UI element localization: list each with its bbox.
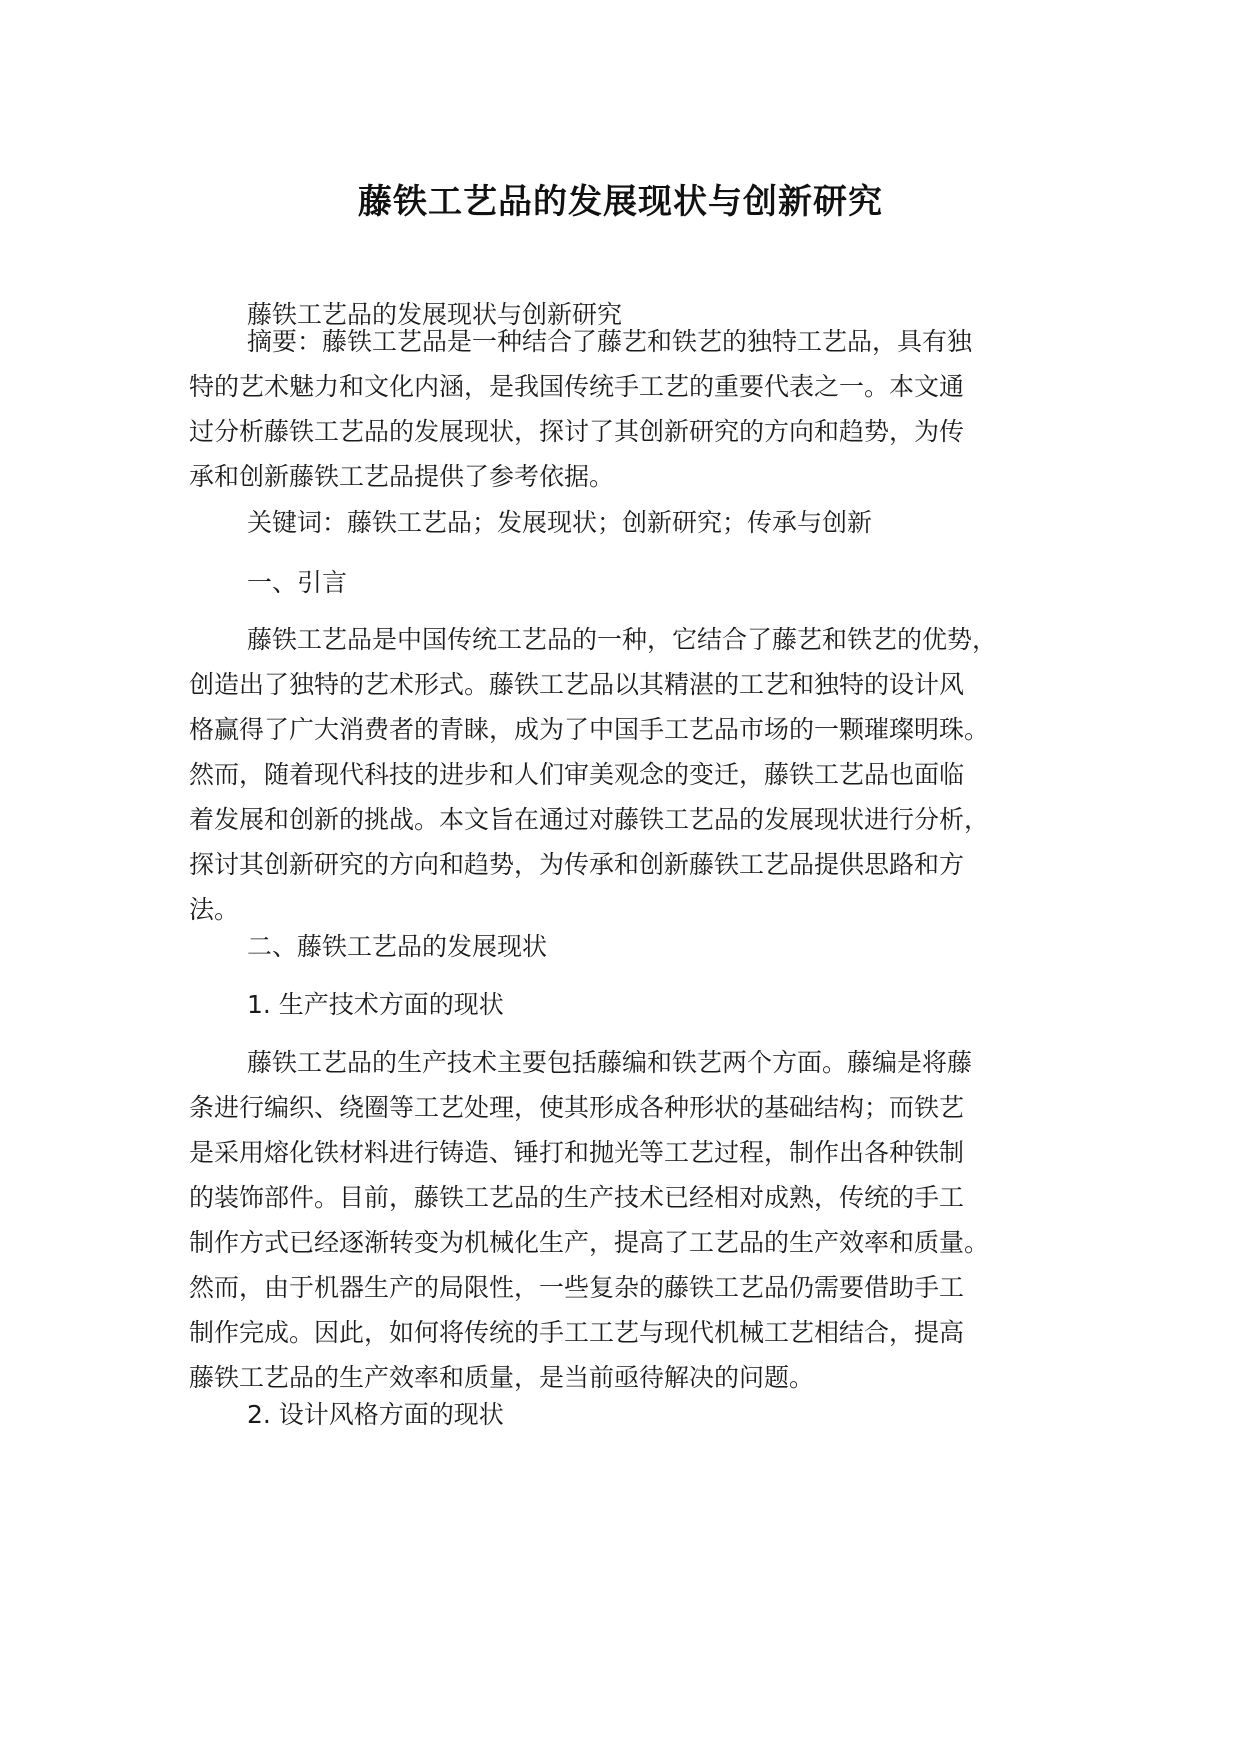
abstract-line: 过分析藤铁工艺品的发展现状，探讨了其创新研究的方向和趋势，为传 [189, 417, 965, 446]
intro-line: 格赢得了广大消费者的青睐，成为了中国手工艺品市场的一颗璀璨明珠。 [189, 715, 990, 744]
section-heading-introduction [189, 560, 1089, 605]
subsection-heading-production [189, 982, 1089, 1027]
intro-line: 探讨其创新研究的方向和趋势，为传承和创新藤铁工艺品提供思路和方 [189, 850, 965, 879]
subsection-heading-text: 1. 生产技术方面的现状 [247, 990, 504, 1019]
production-line: 藤铁工艺品的生产技术主要包括藤编和铁艺两个方面。藤编是将藤 [247, 1048, 973, 1077]
abstract-line: 摘要：藤铁工艺品是一种结合了藤艺和铁艺的独特工艺品，具有独 [247, 327, 973, 356]
production-line: 制作方式已经逐渐转变为机械化生产，提高了工艺品的生产效率和质量。 [189, 1228, 990, 1257]
intro-line: 藤铁工艺品是中国传统工艺品的一种，它结合了藤艺和铁艺的优势， [247, 625, 998, 654]
section-heading-text: 二、藤铁工艺品的发展现状 [247, 932, 548, 961]
intro-line: 创造出了独特的艺术形式。藤铁工艺品以其精湛的工艺和独特的设计风 [189, 670, 965, 699]
production-paragraph [189, 1040, 1089, 1400]
production-line: 然而，由于机器生产的局限性，一些复杂的藤铁工艺品仍需要借助手工 [189, 1273, 965, 1302]
abstract-line: 特的艺术魅力和文化内涵，是我国传统手工艺的重要代表之一。本文通 [189, 372, 965, 401]
introduction-paragraph [189, 617, 1089, 932]
section-heading-text: 一、引言 [247, 568, 348, 597]
intro-line: 然而，随着现代科技的进步和人们审美观念的变迁，藤铁工艺品也面临 [189, 760, 965, 789]
subtitle-text: 藤铁工艺品的发展现状与创新研究 [247, 300, 623, 329]
production-line: 是采用熔化铁材料进行铸造、锤打和抛光等工艺过程，制作出各种铁制 [189, 1138, 965, 1167]
production-line: 的装饰部件。目前，藤铁工艺品的生产技术已经相对成熟，传统的手工 [189, 1183, 965, 1212]
abstract-paragraph [189, 319, 1089, 499]
keywords-paragraph [189, 500, 1089, 545]
production-line: 制作完成。因此，如何将传统的手工工艺与现代机械工艺相结合，提高 [189, 1318, 965, 1347]
subsection-heading-text: 2. 设计风格方面的现状 [247, 1400, 504, 1429]
production-line: 藤铁工艺品的生产效率和质量，是当前亟待解决的问题。 [189, 1363, 815, 1392]
intro-line: 法。 [189, 895, 240, 924]
abstract-line: 承和创新藤铁工艺品提供了参考依据。 [189, 462, 615, 491]
keywords-text: 关键词：藤铁工艺品；发展现状；创新研究；传承与创新 [247, 508, 873, 537]
intro-line: 着发展和创新的挑战。本文旨在通过对藤铁工艺品的发展现状进行分析， [189, 805, 990, 834]
production-line: 条进行编织、绕圈等工艺处理，使其形成各种形状的基础结构；而铁艺 [189, 1093, 965, 1122]
section-heading-status [189, 924, 1089, 969]
subsection-heading-design [189, 1392, 1089, 1437]
document-title: 藤铁工艺品的发展现状与创新研究 [358, 182, 883, 222]
